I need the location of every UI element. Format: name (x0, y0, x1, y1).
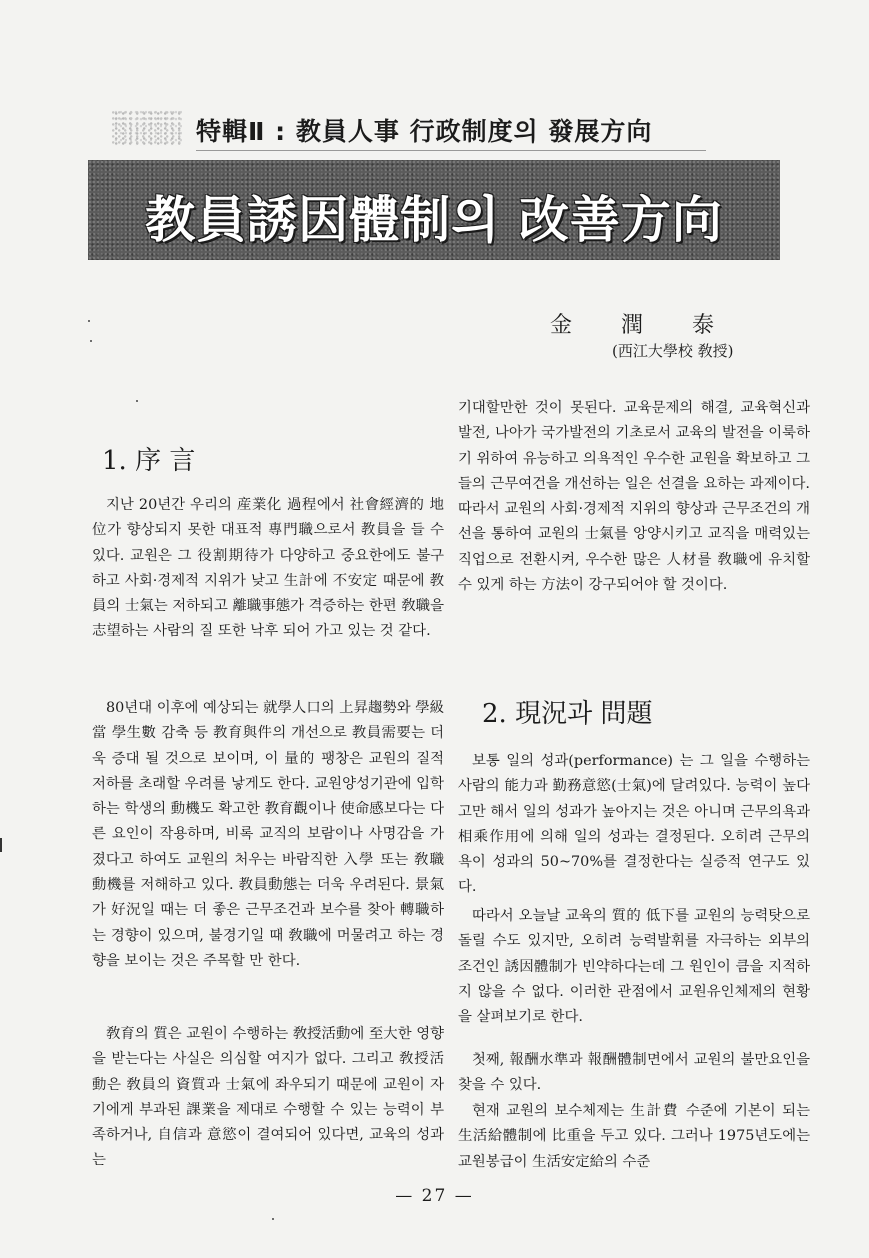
series-title: 特輯Ⅱ : 教員人事 行政制度의 發展方向 (196, 117, 653, 146)
series-rule (196, 150, 706, 151)
print-dot (136, 400, 138, 402)
series-header (112, 104, 702, 152)
paragraph: 80년대 이후에 예상되는 就學人口의 上昇趨勢와 學級當 學生數 감축 등 教育與件의 개선으로 教員需要는 더욱 증대 될 것으로 보이며, 이 量的 팽창은 교원의 질적 저하를 초래할 우려를 낳게도 한다. 교원양성기관에 입학하는 학생의 動機도 확고한 教育觀이나 使命感보다는 다른 요인이 작용하며, 비록 교직의 보람이나 사명감을 가졌다고 하여도 교원의 처우는 바람직한 入學 또는 敎職動機를 저해하고 있다. 教員動態는 더욱 우려된다. 景氣가 好況일 때는 더 좋은 근무조건과 보수를 찾아 轉職하는 경향이 있으며, 불경기일 때 敎職에 머물려고 하는 경향을 보이는 것은 주목할 만 한다. (92, 700, 445, 969)
scan-edge-mark (0, 838, 2, 852)
paragraph: 현재 교원의 보수체제는 生計費 수준에 기본이 되는 生活給體制에 比重을 두고 있다. 그러나 1975년도에는 교원봉급이 生活安定給의 수준 (458, 1103, 810, 1170)
print-speckle (112, 110, 182, 146)
section-1-heading: 1. 序 言 (102, 446, 196, 476)
paragraph: 敎育의 質은 교원이 수행하는 敎授活動에 至大한 영향을 받는다는 사실은 의심할 여지가 없다. 그리고 敎授活動은 敎員의 資質과 士氣에 좌우되기 때문에 교원이 자기에게 부과된 課業을 제대로 수행할 수 있는 능력이 부족하거나, 自信과 意慾이 결여되어 있다면, 교육의 성과는 (92, 1026, 444, 1169)
paragraph: 보통 일의 성과(performance) 는 그 일을 수행하는 사람의 能力과 勤務意慾(士氣)에 달려있다. 능력이 높다고만 해서 일의 성과가 높아지는 것은 아니며 근무의욕과 相乘作用에 의해 일의 성과는 결정된다. 오히려 근무의욕이 성과의 50~70%를 결정한다는 실증적 연구도 있다. (458, 753, 810, 896)
author-name: 金 潤 泰 (550, 313, 714, 338)
paragraph: 따라서 오늘날 교육의 質的 低下를 교원의 능력탓으로 돌릴 수도 있지만, 오히려 능력발휘를 자극하는 외부의 조건인 誘因體制가 빈약하다는데 그 원인이 큼을 지적하지 않을 수 없다. 이러한 관점에서 교원유인체제의 현황을 살펴보기로 한다. (458, 908, 810, 1026)
print-dot (272, 1218, 274, 1220)
paragraph: 첫째, 報酬水準과 報酬體制면에서 교원의 불만요인을 찾을 수 있다. (458, 1052, 810, 1094)
paragraph: 지난 20년간 우리의 産業化 過程에서 社會經濟的 地位가 향상되지 못한 대표적 專門職으로서 教員을 들 수 있다. 교원은 그 役割期待가 다양하고 중요한에도 불구하고 사회·경제적 지위가 낮고 生計에 不安定 때문에 教員의 士氣는 저하되고 離職事態가 격증하는 한편 敎職을 志望하는 사람의 질 또한 낙후 되어 가고 있는 것 같다. (92, 497, 444, 640)
article-title: 教員誘因體制의 改善方向 (145, 191, 723, 249)
title-banner (88, 160, 780, 260)
print-dot (88, 320, 90, 322)
author-affiliation: (西江大學校 敎授) (612, 342, 734, 360)
section-2-heading: 2. 現況과 問題 (482, 699, 653, 729)
print-dot (90, 340, 92, 342)
page-number: — 27 — (395, 1186, 474, 1206)
paragraph: 기대할만한 것이 못된다. 교육문제의 해결, 교육혁신과 발전, 나아가 국가발전의 기초로서 교육의 발전을 이룩하기 위하여 유능하고 의욕적인 우수한 교원을 확보하고 그들의 근무여건을 개선하는 일은 선결을 요하는 과제이다. 따라서 교원의 사회·경제적 지위의 향상과 근무조건의 개선을 통하여 교원의 士氣를 앙양시키고 교직을 매력있는 직업으로 전환시켜, 우수한 많은 人材를 敎職에 유치할 수 있게 하는 方法이 강구되어야 할 것이다. (458, 400, 810, 594)
